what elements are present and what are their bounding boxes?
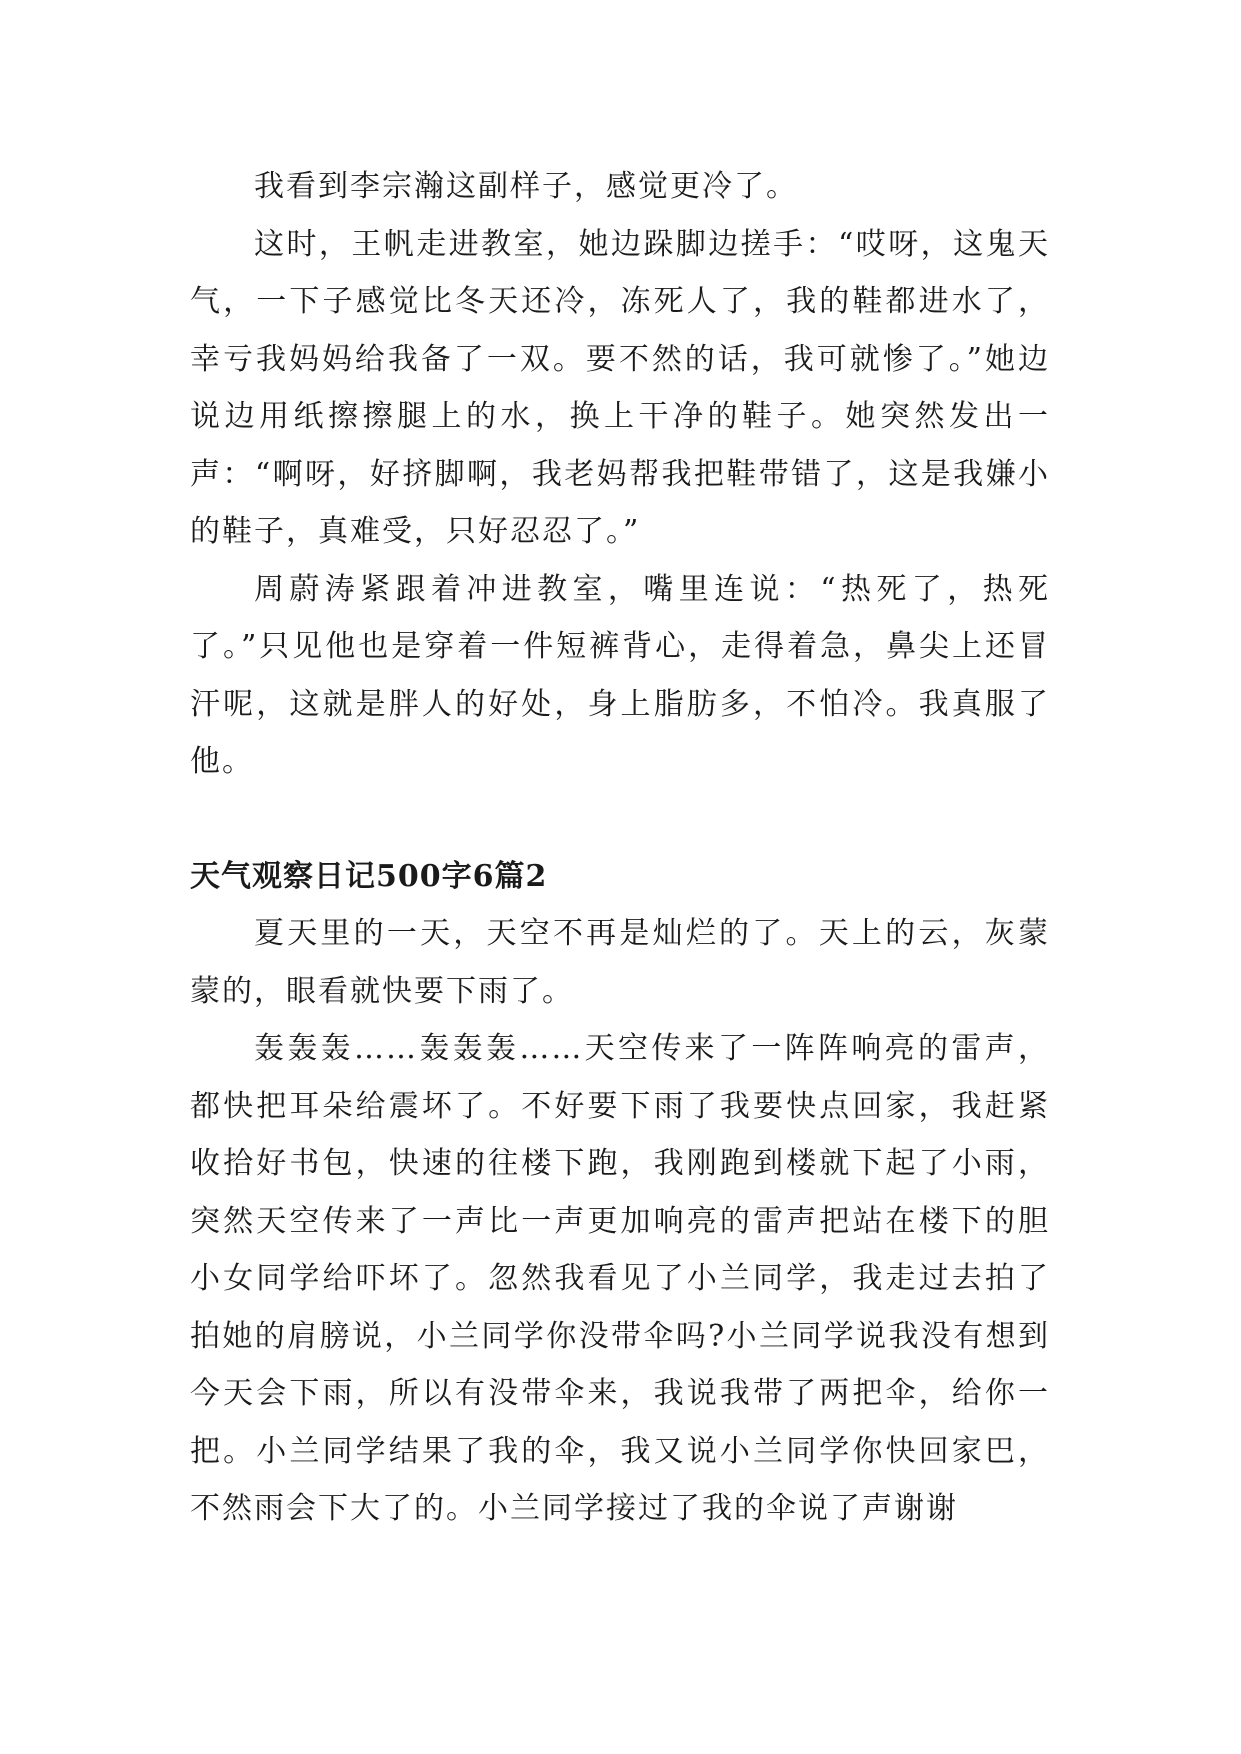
section-spacer	[190, 791, 1050, 848]
paragraph: 这时，王帆走进教室，她边跺脚边搓手：“哎呀，这鬼天气，一下子感觉比冬天还冷，冻死人了，我的鞋都进水了，幸亏我妈妈给我备了一双。要不然的话，我可就惨了。”她边说边用纸擦擦腿上的水，换上干净的鞋子。她突然发出一声：“啊呀，好挤脚啊，我老妈帮我把鞋带错了，这是我嫌小的鞋子，真难受，只好忍忍了。”	[190, 226, 1050, 549]
section-heading: 天气观察日记500字6篇2	[190, 858, 548, 894]
paragraph: 我看到李宗瀚这副样子，感觉更冷了。	[254, 169, 798, 204]
document-body	[190, 158, 1050, 1538]
paragraph: 周蔚涛紧跟着冲进教室，嘴里连说：“热死了，热死了。”只见他也是穿着一件短裤背心，走得着急，鼻尖上还冒汗呢，这就是胖人的好处，身上脂肪多，不怕冷。我真服了他。	[190, 571, 1050, 779]
paragraph: 夏天里的一天，天空不再是灿烂的了。天上的云，灰蒙蒙的，眼看就快要下雨了。	[190, 916, 1050, 1009]
paragraph: 轰轰轰……轰轰轰……天空传来了一阵阵响亮的雷声，都快把耳朵给震坏了。不好要下雨了我要快点回家，我赶紧收拾好书包，快速的往楼下跑，我刚跑到楼就下起了小雨，突然天空传来了一声比一声更加响亮的雷声把站在楼下的胆小女同学给吓坏了。忽然我看见了小兰同学，我走过去拍了拍她的肩膀说，小兰同学你没带伞吗?小兰同学说我没有想到今天会下雨，所以有没带伞来，我说我带了两把伞，给你一把。小兰同学结果了我的伞，我又说小兰同学你快回家巴，不然雨会下大了的。小兰同学接过了我的伞说了声谢谢	[190, 1031, 1050, 1526]
